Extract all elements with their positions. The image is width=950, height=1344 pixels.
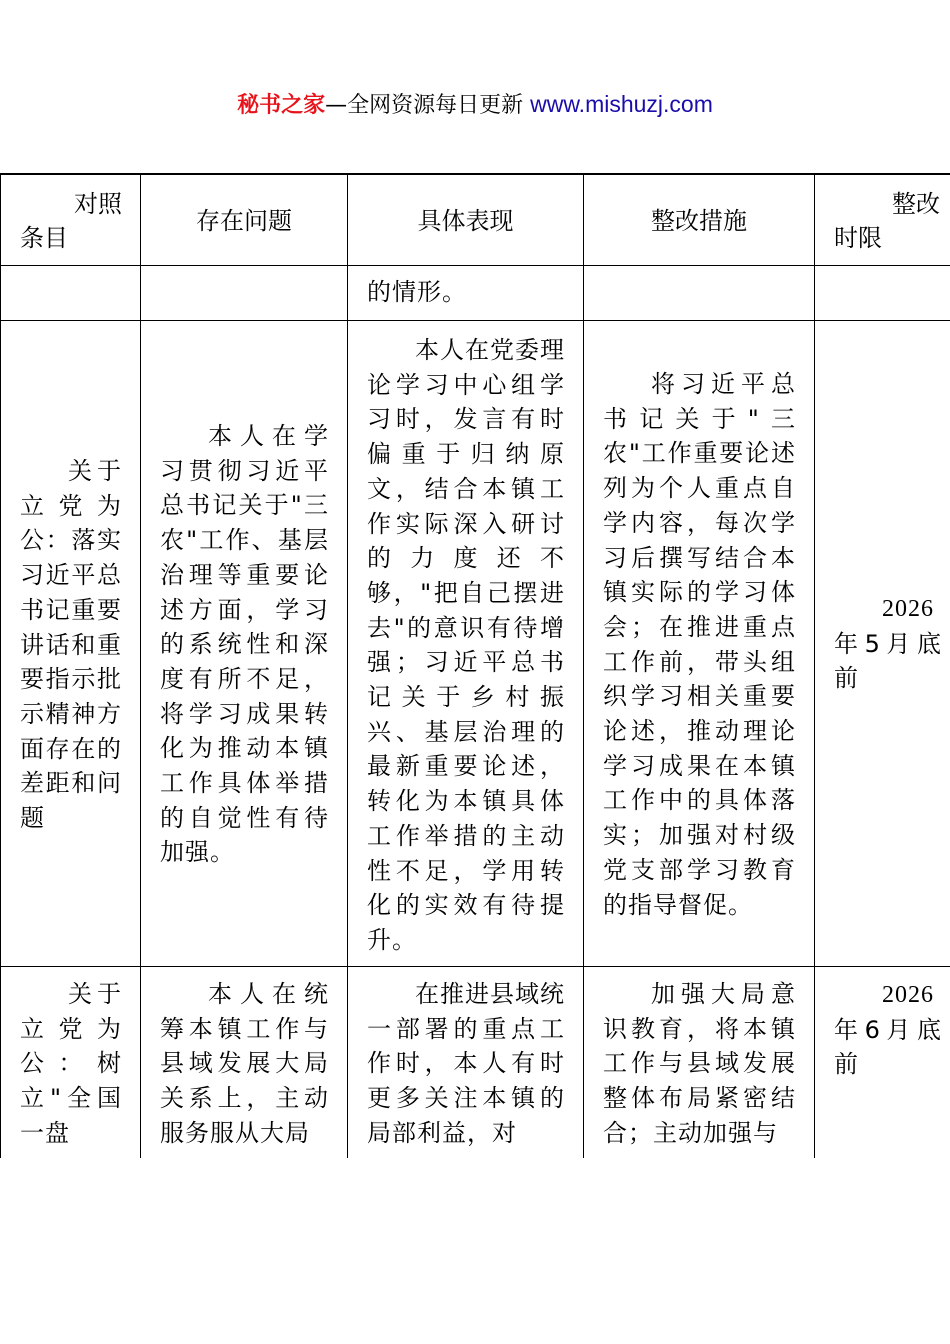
- deadline-rest: 年5月底前: [834, 629, 942, 693]
- col-header-item-line2: 条目: [20, 224, 68, 252]
- cell-item: 关于立党为公：树立"全国一盘: [0, 967, 141, 1158]
- cell-deadline: [815, 967, 950, 1158]
- col-header-deadline-line1: 整改: [892, 190, 940, 218]
- cell-problem: 本人在统筹本镇工作与县域发展大局关系上，主动服务服从大局: [141, 967, 348, 1158]
- header-cell-item: [0, 175, 141, 265]
- cell-item: [0, 266, 141, 320]
- table-header-row: [0, 175, 950, 266]
- banner-slogan: —全网资源每日更新: [325, 93, 531, 118]
- cell-measure: [584, 266, 815, 320]
- cell-problem: 本人在学习贯彻习近平总书记关于"三农"工作、基层治理等重要论述方面，学习的系统性和深度有所不足，将学习成果转化为推动本镇工作具体举措的自觉性有待加强。: [141, 321, 348, 966]
- cell-detail: 在推进县域统一部署的重点工作时，本人有时更多关注本镇的局部利益，对: [348, 967, 584, 1158]
- site-url-link[interactable]: www.mishuzj.com: [530, 91, 713, 117]
- cell-deadline: [815, 321, 950, 966]
- header-cell-measure: [584, 175, 815, 265]
- cell-item: 关于立党为公：落实习近平总书记重要讲话和重要指示批示精神方面存在的差距和问题: [0, 321, 141, 966]
- rectification-table: [0, 173, 950, 1158]
- cell-measure: 将习近平总书记关于"三农"工作重要论述列为个人重点自学内容，每次学习后撰写结合本镇实际的学习体会；在推进重点工作前，带头组织学习相关重要论述，推动理论学习成果在本镇工作中的具体落实；加强对村级党支部学习教育的指导督促。: [584, 321, 815, 966]
- table-row: [0, 266, 950, 321]
- cell-problem: [141, 266, 348, 320]
- deadline-rest: 年6月底前: [834, 1015, 942, 1079]
- col-header-deadline-line2: 时限: [834, 224, 882, 252]
- cell-measure: 加强大局意识教育，将本镇工作与县域发展整体布局紧密结合；主动加强与: [584, 967, 815, 1158]
- site-banner: [0, 88, 950, 122]
- cell-detail: 本人在党委理论学习中心组学习时，发言有时偏重于归纳原文，结合本镇工作实际深入研讨的力度还不够，"把自己摆进去"的意识有待增强；习近平总书记关于乡村振兴、基层治理的最新重要论述，转化为本镇具体工作举措的主动性不足，学用转化的实效有待提升。: [348, 321, 584, 966]
- header-cell-deadline: [815, 175, 950, 265]
- cell-detail: 的情形。: [348, 266, 584, 320]
- col-header-detail: 具体表现: [417, 207, 514, 235]
- col-header-item-line1: 对照: [74, 190, 122, 218]
- deadline-year: 2026: [882, 982, 934, 1008]
- deadline-year: 2026: [882, 596, 934, 622]
- table-row: [0, 321, 950, 967]
- cell-deadline: [815, 266, 950, 320]
- table-row: [0, 967, 950, 1158]
- col-header-problem: 存在问题: [196, 207, 292, 235]
- header-cell-detail: [348, 175, 584, 265]
- col-header-measure: 整改措施: [651, 207, 747, 235]
- header-cell-problem: [141, 175, 348, 265]
- brand-name: 秘书之家: [237, 93, 326, 118]
